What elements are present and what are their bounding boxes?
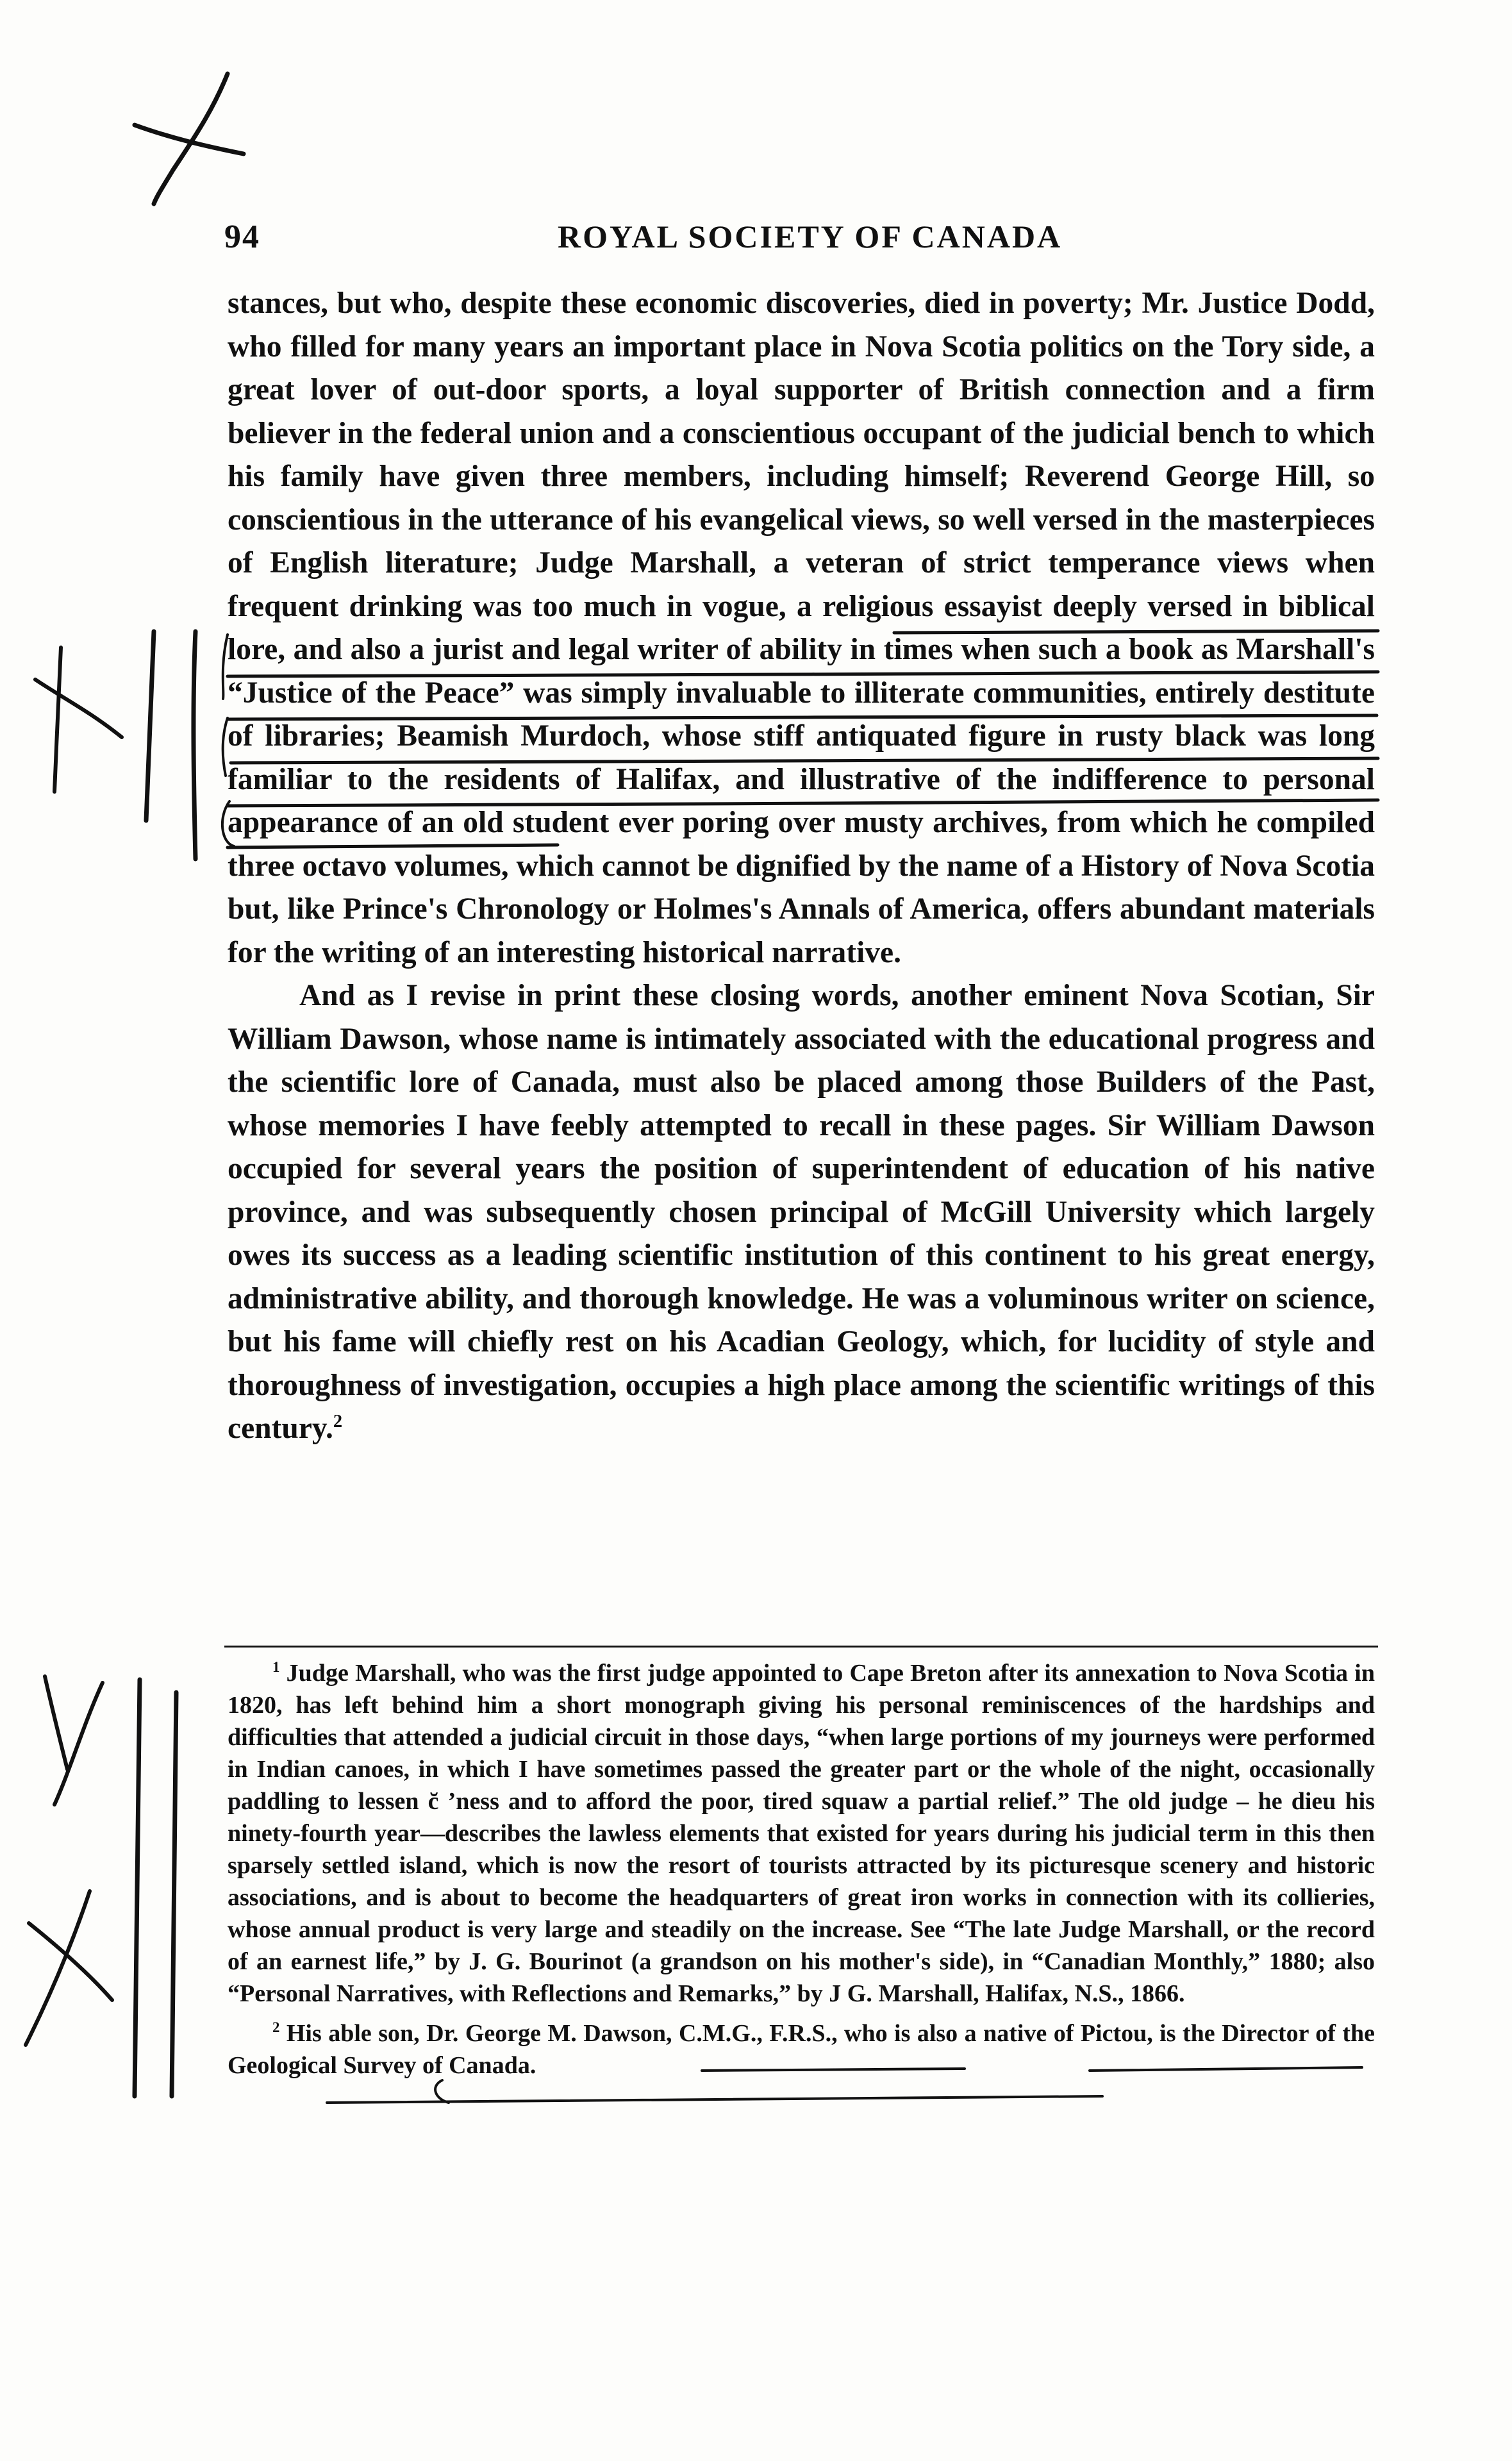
margin-bar-2 [194, 631, 195, 859]
cross-mark-top [154, 74, 228, 204]
footnote-1 [228, 1657, 1375, 2010]
page-number: 94 [224, 219, 260, 255]
cross-mark-lower-2-stroke [29, 1923, 112, 2000]
footnote-1-marker: 1 [272, 1659, 280, 1676]
footnote-bracket [435, 2080, 449, 2103]
body-paragraph-2-text: And as I revise in print these closing words, another eminent Nova Scotian, Sir William Dawson, whose name is intimately associated with the educational progress and the scientific lore of Canada, must also be placed among those Builders of the Past, whose memories I have feebly attempted to recall in these pages. Sir William Dawson occupied for several years the position of superintendent of education of his native province, and was subsequently chosen principal of McGill University which largely owes its success as a leading scientific institution of this continent to his great energy, administrative ability, and thorough knowledge. He was a voluminous writer on science, but his fame will chiefly rest on his Acadian Geology, which, for lucidity of style and thoroughness of investigation, occupies a high place among the scientific writings of this century. [228, 979, 1375, 1445]
footnote-rule [224, 1646, 1378, 1648]
footnote-1-text: Judge Marshall, who was the first judge appointed to Cape Breton after its annexation to Nova Scotia in 1820, has left behind him a short monograph giving his personal reminiscences of the hardships and difficulties that attended a judicial circuit in those days, “when large portions of my journeys were performed in Indian canoes, in which I have sometimes passed the greater part or the whole of the night, occasionally paddling to lessen c̆̆ ’ness and to afford the poor, tired squaw a partial relief.” The old judge – he dieu his ninety-fourth year—describes the lawless elements that existed for years during his judicial term in this then sparsely settled island, which is now the resort of tourists attracted by its picturesque scenery and historic associations, and is about to become the headquarters of great iron works in connection with its collieries, whose annual product is very large and steadily on the increase. See “The late Judge Marshall, or the record of an earnest life,” by J. G. Bourinot (a grandson on his mother's side), in “Canadian Monthly,” 1880; also “Personal Narratives, with Reflections and Remarks,” by J G. Marshall, Halifax, N.S., 1866. [228, 1660, 1375, 2007]
cross-mark-lower-1 [45, 1676, 67, 1769]
cross-mark-lower-2 [26, 1891, 90, 2045]
body-text [228, 282, 1375, 1451]
cross-mark-lower-1-stroke [54, 1683, 103, 1805]
margin-bar-4 [172, 1692, 176, 2096]
page-header [224, 218, 1378, 263]
margin-bar-1 [146, 631, 154, 821]
margin-bar-3 [135, 1680, 140, 2096]
footnote-2-text: His able son, Dr. George M. Dawson, C.M.G., F.R.S., who is also a native of Pictou, is the Director of the Geological Survey of Canada. [228, 2020, 1375, 2079]
body-paragraph-1-text: stances, but who, despite these economic discoveries, died in poverty; Mr. Justice Dodd, who filled for many years an important place in Nova Scotia politics on the Tory side, a great lover of out-door sports, a loyal supporter of British connection and a firm believer in the federal union and a conscientious occupant of the judicial bench to which his family have given three members, including himself; Reverend George Hill, so conscientious in the utterance of his evangelical views, so well versed in the masterpieces of English literature; Judge Marshall, a veteran of strict temperance views when frequent drinking was too much in vogue, a religious essayist deeply versed in biblical lore, and also a jurist and legal writer of ability in times when such a book as Marshall's “Justice of the Peace” was simply invaluable to illiterate communities, entirely destitute of libraries; Beamish Murdoch, whose stiff antiquated figure in rusty black was long familiar to the residents of Halifax, and illustrative of the indifference to personal appearance of an old student ever poring over musty archives, from which he compiled three octavo volumes, which cannot be dignified by the name of a History of Nova Scotia but, like Prince's Chronology or Holmes's Annals of America, offers abundant materials for the writing of an interesting historical narrative. [228, 287, 1375, 969]
cross-mark-top-stroke [135, 125, 244, 154]
body-paragraph-1 [228, 282, 1375, 974]
footnote-2-marker: 2 [272, 2019, 280, 2036]
footnote-2 [228, 2017, 1375, 2081]
footnote-ref-2: 2 [333, 1411, 343, 1431]
running-head: ROYAL SOCIETY OF CANADA [558, 219, 1063, 254]
cross-mark-middle-stroke [54, 647, 61, 792]
cross-mark-middle [35, 680, 122, 737]
body-paragraph-2 [228, 974, 1375, 1451]
footnote-underline-2 [327, 2096, 1102, 2103]
footnotes [228, 1657, 1375, 2081]
